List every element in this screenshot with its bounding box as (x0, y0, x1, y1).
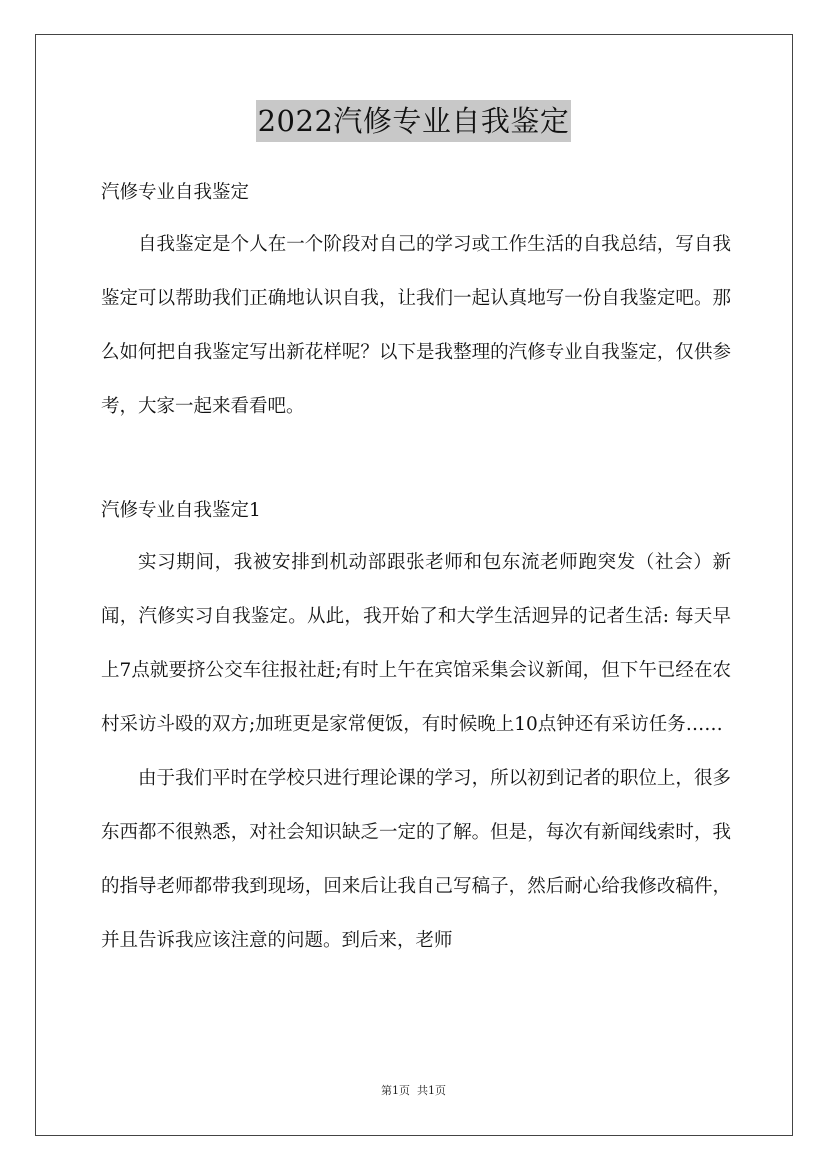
page-footer (0, 1083, 827, 1099)
page-total: 共1页 (417, 1084, 446, 1097)
section-spacer (101, 434, 731, 486)
intro-paragraph: 自我鉴定是个人在一个阶段对自己的学习或工作生活的自我总结，写自我鉴定可以帮助我们正确地认识自我，让我们一起认真地写一份自我鉴定吧。那么如何把自我鉴定写出新花样呢？以下是我整理的汽修专业自我鉴定，仅供参考，大家一起来看看吧。 (101, 234, 731, 417)
section-paragraph-1: 实习期间，我被安排到机动部跟张老师和包东流老师跑突发（社会）新闻，汽修实习自我鉴定。从此，我开始了和大学生活迥异的记者生活: 每天早上7点就要挤公交车往报社赶;有时上午在宾馆采集会议新闻，但下午已经在农村采访斗殴的双方;加班更是家常便饭，有时候晚上10点钟还有采访任务…… (101, 552, 731, 735)
document-subtitle: 汽修专业自我鉴定 (101, 182, 250, 203)
document-body (101, 168, 731, 968)
document-title-container (0, 100, 827, 142)
document-title: 2022汽修专业自我鉴定 (256, 100, 572, 142)
page-number: 第1页 (381, 1084, 410, 1097)
footer-separator (410, 1084, 417, 1097)
section-heading: 汽修专业自我鉴定1 (101, 500, 261, 521)
section-paragraph-2: 由于我们平时在学校只进行理论课的学习，所以初到记者的职位上，很多东西都不很熟悉，对社会知识缺乏一定的了解。但是，每次有新闻线索时，我的指导老师都带我到现场，回来后让我自己写稿子，然后耐心给我修改稿件，并且告诉我应该注意的问题。到后来，老师 (101, 768, 731, 951)
